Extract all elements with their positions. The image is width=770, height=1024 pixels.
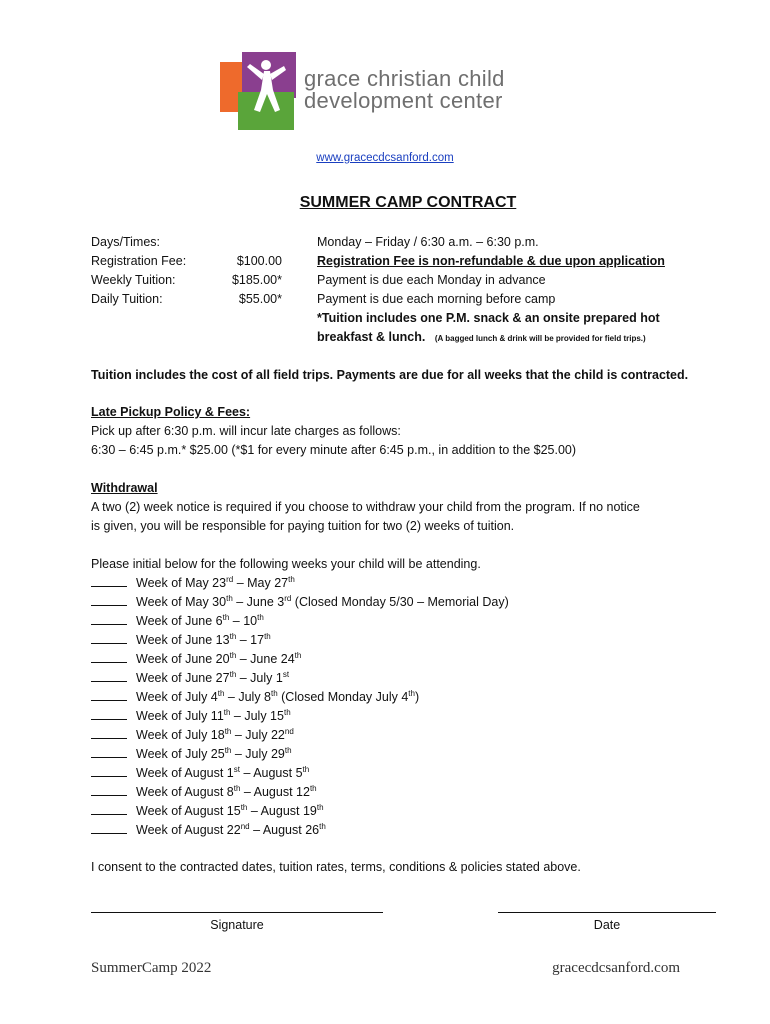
- consent-statement: I consent to the contracted dates, tuition rates, terms, conditions & policies stated above.: [91, 860, 581, 874]
- initial-blank[interactable]: [91, 652, 127, 663]
- week-label: Week of May 30th – June 3rd (Closed Monday 5/30 – Memorial Day): [136, 593, 509, 609]
- week-row: [91, 671, 289, 685]
- footer-left: SummerCamp 2022: [91, 960, 212, 976]
- week-row: [91, 728, 294, 742]
- registration-fee-amount: $100.00: [236, 254, 282, 268]
- week-row: [91, 633, 271, 647]
- daily-tuition-label: Daily Tuition:: [91, 292, 163, 306]
- late-pickup-line-2: 6:30 – 6:45 p.m.* $25.00 (*$1 for every minute after 6:45 p.m., in addition to the $25.00): [91, 443, 577, 457]
- initial-blank[interactable]: [91, 728, 127, 739]
- initial-blank[interactable]: [91, 766, 127, 777]
- weeks-intro: Please initial below for the following weeks your child will be attending.: [91, 557, 481, 571]
- week-row: [91, 595, 509, 609]
- tuition-note-line-2: [317, 330, 646, 344]
- week-label: Week of May 23rd – May 27th: [136, 574, 295, 590]
- week-label: Week of June 6th – 10th: [136, 612, 264, 628]
- date-label: Date: [593, 918, 621, 932]
- weekly-tuition-amount: $185.00*: [231, 273, 282, 287]
- week-label: Week of August 1st – August 5th: [136, 764, 310, 780]
- initial-blank[interactable]: [91, 785, 127, 796]
- initial-blank[interactable]: [91, 595, 127, 606]
- days-times-value: Monday – Friday / 6:30 a.m. – 6:30 p.m.: [317, 235, 539, 249]
- week-label: Week of June 20th – June 24th: [136, 650, 302, 666]
- week-label: Week of July 25th – July 29th: [136, 745, 292, 761]
- tuition-note-small: (A bagged lunch & drink will be provided for field trips.): [434, 334, 646, 343]
- initial-blank[interactable]: [91, 633, 127, 644]
- initial-blank[interactable]: [91, 614, 127, 625]
- week-label: Week of July 11th – July 15th: [136, 707, 291, 723]
- week-label: Week of August 22nd – August 26th: [136, 821, 326, 837]
- week-label: Week of August 8th – August 12th: [136, 783, 317, 799]
- week-label: Week of June 27th – July 1st: [136, 669, 290, 685]
- logo-line-1: grace christian child: [304, 66, 505, 91]
- logo-line-2: development center: [304, 88, 503, 113]
- week-row: [91, 709, 291, 723]
- initial-blank[interactable]: [91, 709, 127, 720]
- week-row: [91, 747, 292, 761]
- logo-icon: [220, 52, 296, 130]
- signature-label: Signature: [210, 918, 264, 932]
- week-label: Week of August 15th – August 19th: [136, 802, 324, 818]
- website-link[interactable]: www.gracecdcsanford.com: [316, 152, 454, 164]
- withdrawal-line-2: is given, you will be responsible for paying tuition for two (2) weeks of tuition.: [91, 519, 515, 533]
- week-row: [91, 652, 301, 666]
- field-trips-note: Tuition includes the cost of all field trips. Payments are due for all weeks that the child is contracted.: [91, 368, 689, 382]
- withdrawal-heading: Withdrawal: [91, 481, 158, 495]
- initial-blank[interactable]: [91, 823, 127, 834]
- late-pickup-line-1: Pick up after 6:30 p.m. will incur late charges as follows:: [91, 424, 401, 438]
- daily-tuition-amount: $55.00*: [238, 292, 282, 306]
- initial-blank[interactable]: [91, 576, 127, 587]
- weekly-tuition-label: Weekly Tuition:: [91, 273, 176, 287]
- footer-right: gracecdcsanford.com: [552, 960, 680, 976]
- week-row: [91, 766, 309, 780]
- week-row: [91, 785, 317, 799]
- week-label: Week of July 18th – July 22nd: [136, 726, 294, 742]
- initial-blank[interactable]: [91, 690, 127, 701]
- tuition-note-line-1: *Tuition includes one P.M. snack & an onsite prepared hot: [317, 311, 660, 325]
- daily-tuition-note: Payment is due each morning before camp: [317, 292, 556, 306]
- initial-blank[interactable]: [91, 671, 127, 682]
- initial-blank[interactable]: [91, 747, 127, 758]
- week-row: [91, 823, 326, 837]
- date-line[interactable]: [498, 912, 716, 913]
- signature-line[interactable]: [91, 912, 383, 913]
- registration-fee-label: Registration Fee:: [91, 254, 187, 268]
- website: [0, 152, 770, 164]
- week-label: Week of June 13th – 17th: [136, 631, 271, 647]
- registration-fee-note: Registration Fee is non-refundable & due upon application: [317, 254, 665, 268]
- late-pickup-heading: Late Pickup Policy & Fees:: [91, 405, 251, 419]
- days-times-label: Days/Times:: [91, 235, 160, 249]
- withdrawal-line-1: A two (2) week notice is required if you choose to withdraw your child from the program. If no notice: [91, 500, 640, 514]
- page-title: SUMMER CAMP CONTRACT: [299, 194, 517, 211]
- week-row: [91, 690, 419, 704]
- initial-blank[interactable]: [91, 804, 127, 815]
- week-row: [91, 804, 324, 818]
- tuition-note-bold: breakfast & lunch.: [317, 330, 426, 344]
- week-label: Week of July 4th – July 8th (Closed Monday July 4th): [136, 688, 420, 704]
- week-row: [91, 614, 264, 628]
- week-row: [91, 576, 295, 590]
- logo-text: [304, 68, 505, 112]
- weekly-tuition-note: Payment is due each Monday in advance: [317, 273, 546, 287]
